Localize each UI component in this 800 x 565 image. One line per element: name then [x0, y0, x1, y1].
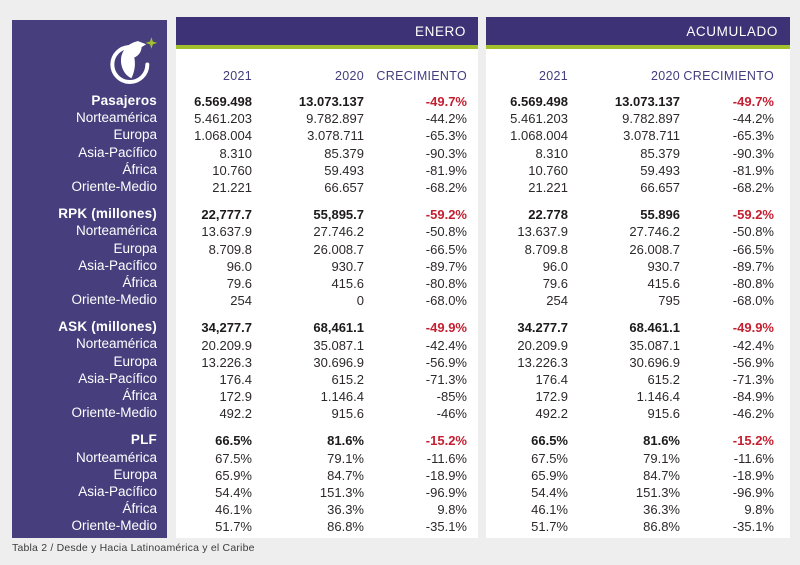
table-cell: 9.782.897: [306, 111, 364, 127]
table-cell: -49.7%: [425, 94, 467, 110]
table-cell: 66.657: [324, 180, 364, 196]
table-cell: 85.379: [324, 145, 364, 161]
table-cell: 68,461.1: [313, 320, 364, 336]
sidebar-group-labels: [12, 222, 157, 308]
panel-enero: [176, 17, 478, 538]
table-cell: 86.8%: [643, 519, 680, 535]
sidebar-groups: [12, 92, 167, 535]
table-row: [486, 336, 790, 353]
table-cell: -49.9%: [425, 320, 467, 336]
table-row: [486, 501, 790, 518]
table-cell: 6.569.498: [194, 94, 252, 110]
table-cell: -18.9%: [425, 467, 467, 483]
sidebar-region-label: Oriente-Medio: [71, 405, 157, 421]
table-row: [486, 162, 790, 179]
table-row: [486, 405, 790, 422]
table-row: [486, 450, 790, 467]
table-cell: 84.7%: [643, 467, 680, 483]
panel-body: [486, 49, 790, 536]
table-cell: 35.087.1: [313, 337, 364, 353]
sparkle-plus-icon: [146, 37, 158, 49]
table-cell: -90.3%: [732, 145, 774, 161]
table-cell: 36.3%: [327, 502, 364, 518]
table-row: [486, 292, 790, 309]
table-cell: 85.379: [640, 145, 680, 161]
table-caption: Tabla 2 / Desde y Hacia Latinoamérica y el Caribe: [12, 542, 255, 554]
table-cell: 54.4%: [531, 485, 568, 501]
sidebar: [12, 20, 167, 538]
table-row: [486, 275, 790, 292]
table-cell: 151.3%: [319, 485, 364, 501]
table-cell: 68.461.1: [629, 320, 680, 336]
sidebar-region-label: Norteamérica: [75, 223, 157, 239]
table-group-ask: [176, 319, 478, 422]
table-cell: 915.6: [331, 406, 364, 422]
table-group-ask: [486, 319, 790, 422]
table-cell: 8.310: [535, 145, 568, 161]
table-cell: 795: [658, 293, 680, 309]
table-cell: -11.6%: [426, 450, 467, 466]
table-cell: 254: [546, 293, 568, 309]
table-row: [176, 354, 478, 371]
sidebar-region-label: Europa: [113, 127, 157, 143]
table-cell: -15.2%: [732, 433, 774, 449]
table-cell: -11.6%: [733, 450, 774, 466]
table-cell: 615.2: [647, 371, 680, 387]
table-cell: 1.146.4: [636, 389, 680, 405]
table-cell: -50.8%: [732, 224, 774, 240]
table-cell: -66.5%: [732, 241, 774, 257]
sidebar-region-label: Oriente-Medio: [71, 292, 157, 308]
table-group-rpk: [486, 206, 790, 309]
table-row: [176, 336, 478, 353]
table-cell: -42.4%: [732, 337, 774, 353]
table-cell: 5.461.203: [510, 111, 568, 127]
table-cell: 1.068.004: [194, 128, 252, 144]
sidebar-region-label: Asia-Pacífico: [78, 483, 157, 499]
column-headers: [176, 61, 478, 91]
table-cell: -46%: [436, 406, 467, 422]
table-cell: 930.7: [331, 258, 364, 274]
table-cell: -96.9%: [732, 485, 774, 501]
table-cell: -89.7%: [732, 258, 774, 274]
table-row: [486, 371, 790, 388]
sidebar-group-labels: [12, 335, 157, 421]
column-header-crecimiento: CRECIMIENTO: [376, 69, 467, 83]
table-cell: 915.6: [647, 406, 680, 422]
table-cell: 26.008.7: [313, 241, 364, 257]
table-cell: 81.6%: [327, 433, 364, 449]
sidebar-group-plf: [12, 431, 167, 534]
table-cell: 13.637.9: [517, 224, 568, 240]
sidebar-group-title: Pasajeros: [91, 93, 157, 108]
table-cell: 65.9%: [531, 467, 568, 483]
sidebar-region-label: África: [122, 388, 157, 403]
table-row: [176, 484, 478, 501]
table-cell: 59.493: [640, 162, 680, 178]
table-cell: 21.221: [212, 180, 252, 196]
table-row: [176, 450, 478, 467]
table-row: [486, 388, 790, 405]
table-cell: 151.3%: [635, 485, 680, 501]
table-cell: 8.709.8: [524, 241, 568, 257]
table-cell: 65.9%: [215, 467, 252, 483]
table-cell: -81.9%: [425, 162, 467, 178]
table-row: [176, 518, 478, 535]
table-row: [486, 179, 790, 196]
table-row: [176, 127, 478, 144]
table-cell: -15.2%: [425, 433, 467, 449]
panel-acumulado: [486, 17, 790, 538]
table-row: [486, 518, 790, 535]
table-row: [176, 145, 478, 162]
table-cell: -68.0%: [732, 293, 774, 309]
table-cell: 67.5%: [215, 450, 252, 466]
table-cell: -90.3%: [425, 145, 467, 161]
column-header-2021: 2021: [222, 69, 252, 83]
table-cell: -80.8%: [425, 275, 467, 291]
table-row: [486, 206, 790, 223]
table-cell: 96.0: [226, 258, 252, 274]
table-group-plf: [486, 432, 790, 535]
table-cell: -81.9%: [732, 162, 774, 178]
sidebar-region-label: Europa: [113, 353, 157, 369]
table-cell: -49.9%: [732, 320, 774, 336]
table-row: [176, 110, 478, 127]
table-cell: 172.9: [535, 389, 568, 405]
sidebar-region-label: Norteamérica: [75, 110, 157, 126]
table-cell: 27.746.2: [629, 224, 680, 240]
sidebar-region-label: Oriente-Medio: [71, 178, 157, 194]
table-cell: 10.760: [212, 162, 252, 178]
table-cell: 20.209.9: [201, 337, 252, 353]
table-cell: 22.778: [528, 207, 568, 223]
table-cell: 46.1%: [215, 502, 252, 518]
column-header-2020: 2020: [334, 69, 364, 83]
table-cell: 96.0: [542, 258, 568, 274]
table-cell: -35.1%: [732, 519, 774, 535]
table-cell: 66.5%: [215, 433, 252, 449]
panel-title: ENERO: [414, 23, 466, 39]
sidebar-region-label: Asia-Pacífico: [78, 144, 157, 160]
sidebar-group-title: PLF: [130, 432, 157, 448]
sidebar-region-label: Oriente-Medio: [71, 518, 157, 534]
table-cell: 79.6: [542, 275, 568, 291]
table-cell: 79.6: [226, 275, 252, 291]
table-cell: -89.7%: [425, 258, 467, 274]
table-cell: -65.3%: [732, 128, 774, 144]
table-cell: 8.310: [219, 145, 252, 161]
sidebar-region-label: África: [122, 501, 157, 517]
table-cell: 84.7%: [327, 467, 364, 483]
table-cell: 1.146.4: [320, 389, 364, 405]
table-cell: 86.8%: [327, 519, 364, 535]
table-cell: 176.4: [535, 371, 568, 387]
table-cell: 34,277.7: [201, 320, 252, 336]
table-row: [176, 371, 478, 388]
table-cell: -50.8%: [425, 224, 467, 240]
table-cell: 930.7: [647, 258, 680, 274]
table-cell: 3.078.711: [307, 128, 364, 144]
table-cell: -44.2%: [425, 111, 467, 127]
panel-enero-header: [176, 17, 478, 45]
table-cell: -18.9%: [732, 467, 774, 483]
table-row: [486, 258, 790, 275]
table-cell: -49.7%: [732, 94, 774, 110]
table-cell: 79.1%: [327, 450, 364, 466]
table-cell: -65.3%: [425, 128, 467, 144]
table-row: [486, 127, 790, 144]
table-row: [486, 354, 790, 371]
table-cell: 13.226.3: [201, 354, 252, 370]
table-cell: 13.073.137: [298, 94, 364, 110]
table-cell: -96.9%: [425, 485, 467, 501]
sidebar-region-label: África: [122, 161, 157, 177]
table-row: [486, 467, 790, 484]
panel-acumulado-header: [486, 17, 790, 45]
table-cell: 67.5%: [531, 450, 568, 466]
panel-body: [176, 49, 478, 536]
table-cell: 492.2: [219, 406, 252, 422]
table-row: [176, 405, 478, 422]
table-cell: -46.2%: [732, 406, 774, 422]
table-cell: -71.3%: [425, 371, 467, 387]
table-cell: 6.569.498: [510, 94, 568, 110]
table-cell: 27.746.2: [313, 224, 364, 240]
table-cell: 172.9: [219, 389, 252, 405]
table-cell: -84.9%: [732, 389, 774, 405]
table-cell: 35.087.1: [629, 337, 680, 353]
table-row: [176, 206, 478, 223]
sidebar-group-rpk: [12, 205, 167, 308]
table-cell: 9.8%: [744, 502, 774, 518]
table-cell: -44.2%: [732, 111, 774, 127]
table-cell: 66.657: [640, 180, 680, 196]
table-row: [176, 179, 478, 196]
table-cell: 66.5%: [531, 433, 568, 449]
table-row: [176, 162, 478, 179]
table-cell: -71.3%: [732, 371, 774, 387]
table-cell: 176.4: [219, 371, 252, 387]
sidebar-region-label: Asia-Pacífico: [78, 370, 157, 386]
table-cell: 81.6%: [643, 433, 680, 449]
table-row: [176, 275, 478, 292]
table-row: [486, 432, 790, 449]
logo-row: [12, 20, 167, 92]
table-row: [486, 319, 790, 336]
table-cell: -68.2%: [425, 180, 467, 196]
table-group-pasajeros: [176, 93, 478, 196]
table-cell: -68.2%: [732, 180, 774, 196]
table-cell: 13.226.3: [517, 354, 568, 370]
table-cell: 5.461.203: [194, 111, 252, 127]
table-cell: 3.078.711: [623, 128, 680, 144]
table-cell: -85%: [436, 389, 467, 405]
table-cell: 79.1%: [643, 450, 680, 466]
sidebar-region-label: Asia-Pacífico: [78, 257, 157, 273]
table-cell: 0: [356, 293, 364, 309]
table-cell: 415.6: [331, 275, 364, 291]
table-cell: -56.9%: [425, 354, 467, 370]
table-cell: 8.709.8: [208, 241, 252, 257]
table-row: [176, 292, 478, 309]
sidebar-group-labels: [12, 449, 157, 535]
sidebar-region-label: Norteamérica: [75, 449, 157, 465]
table-cell: 54.4%: [215, 485, 252, 501]
column-headers: [486, 61, 790, 91]
table-row: [176, 241, 478, 258]
table-row: [176, 319, 478, 336]
table-row: [486, 145, 790, 162]
table-cell: 22,777.7: [201, 207, 252, 223]
table-cell: 51.7%: [531, 519, 568, 535]
table-group-pasajeros: [486, 93, 790, 196]
sidebar-group-title: RPK (millones): [58, 206, 157, 222]
table-cell: -80.8%: [732, 275, 774, 291]
alta-bird-logo: [103, 33, 159, 89]
table-row: [486, 484, 790, 501]
sidebar-region-label: Norteamérica: [75, 336, 157, 352]
sidebar-group-pasajeros: [12, 92, 167, 195]
sidebar-group-ask: [12, 318, 167, 421]
sidebar-region-label: África: [122, 274, 157, 290]
table-cell: 59.493: [324, 162, 364, 178]
table-row: [176, 258, 478, 275]
table-cell: 21.221: [528, 180, 568, 196]
table-row: [176, 93, 478, 110]
table-cell: 13.637.9: [201, 224, 252, 240]
table-row: [486, 93, 790, 110]
table-row: [486, 110, 790, 127]
table-cell: -59.2%: [732, 207, 774, 223]
panel-title: ACUMULADO: [686, 23, 778, 39]
table-cell: 13.073.137: [614, 94, 680, 110]
sidebar-group-title: ASK (millones): [58, 319, 157, 335]
table-row: [486, 241, 790, 258]
table-group-rpk: [176, 206, 478, 309]
table-cell: 51.7%: [215, 519, 252, 535]
table-cell: -66.5%: [425, 241, 467, 257]
table-cell: 30.696.9: [629, 354, 680, 370]
table-cell: 615.2: [331, 371, 364, 387]
table-row: [176, 467, 478, 484]
table-cell: -35.1%: [425, 519, 467, 535]
table-cell: 415.6: [647, 275, 680, 291]
table-cell: 26.008.7: [629, 241, 680, 257]
sidebar-region-label: Europa: [113, 466, 157, 482]
table-cell: -56.9%: [732, 354, 774, 370]
table-cell: 34.277.7: [517, 320, 568, 336]
table-cell: 36.3%: [643, 502, 680, 518]
column-header-2020: 2020: [650, 69, 680, 83]
table-cell: -59.2%: [425, 207, 467, 223]
sidebar-region-label: Europa: [113, 240, 157, 256]
table-row: [176, 501, 478, 518]
table-row: [176, 388, 478, 405]
table-cell: -42.4%: [425, 337, 467, 353]
column-header-crecimiento: CRECIMIENTO: [683, 69, 774, 83]
table-cell: 254: [230, 293, 252, 309]
sidebar-group-labels: [12, 109, 157, 195]
table-row: [486, 223, 790, 240]
table-cell: 46.1%: [531, 502, 568, 518]
table-group-plf: [176, 432, 478, 535]
table-cell: 1.068.004: [510, 128, 568, 144]
table-cell: 9.782.897: [622, 111, 680, 127]
table-cell: 20.209.9: [517, 337, 568, 353]
table-cell: 10.760: [528, 162, 568, 178]
table-row: [176, 223, 478, 240]
table-row: [176, 432, 478, 449]
table-cell: 492.2: [535, 406, 568, 422]
table-cell: 30.696.9: [313, 354, 364, 370]
table-cell: 9.8%: [437, 502, 467, 518]
column-header-2021: 2021: [538, 69, 568, 83]
table-cell: 55,895.7: [313, 207, 364, 223]
table-cell: -68.0%: [425, 293, 467, 309]
table-cell: 55.896: [640, 207, 680, 223]
